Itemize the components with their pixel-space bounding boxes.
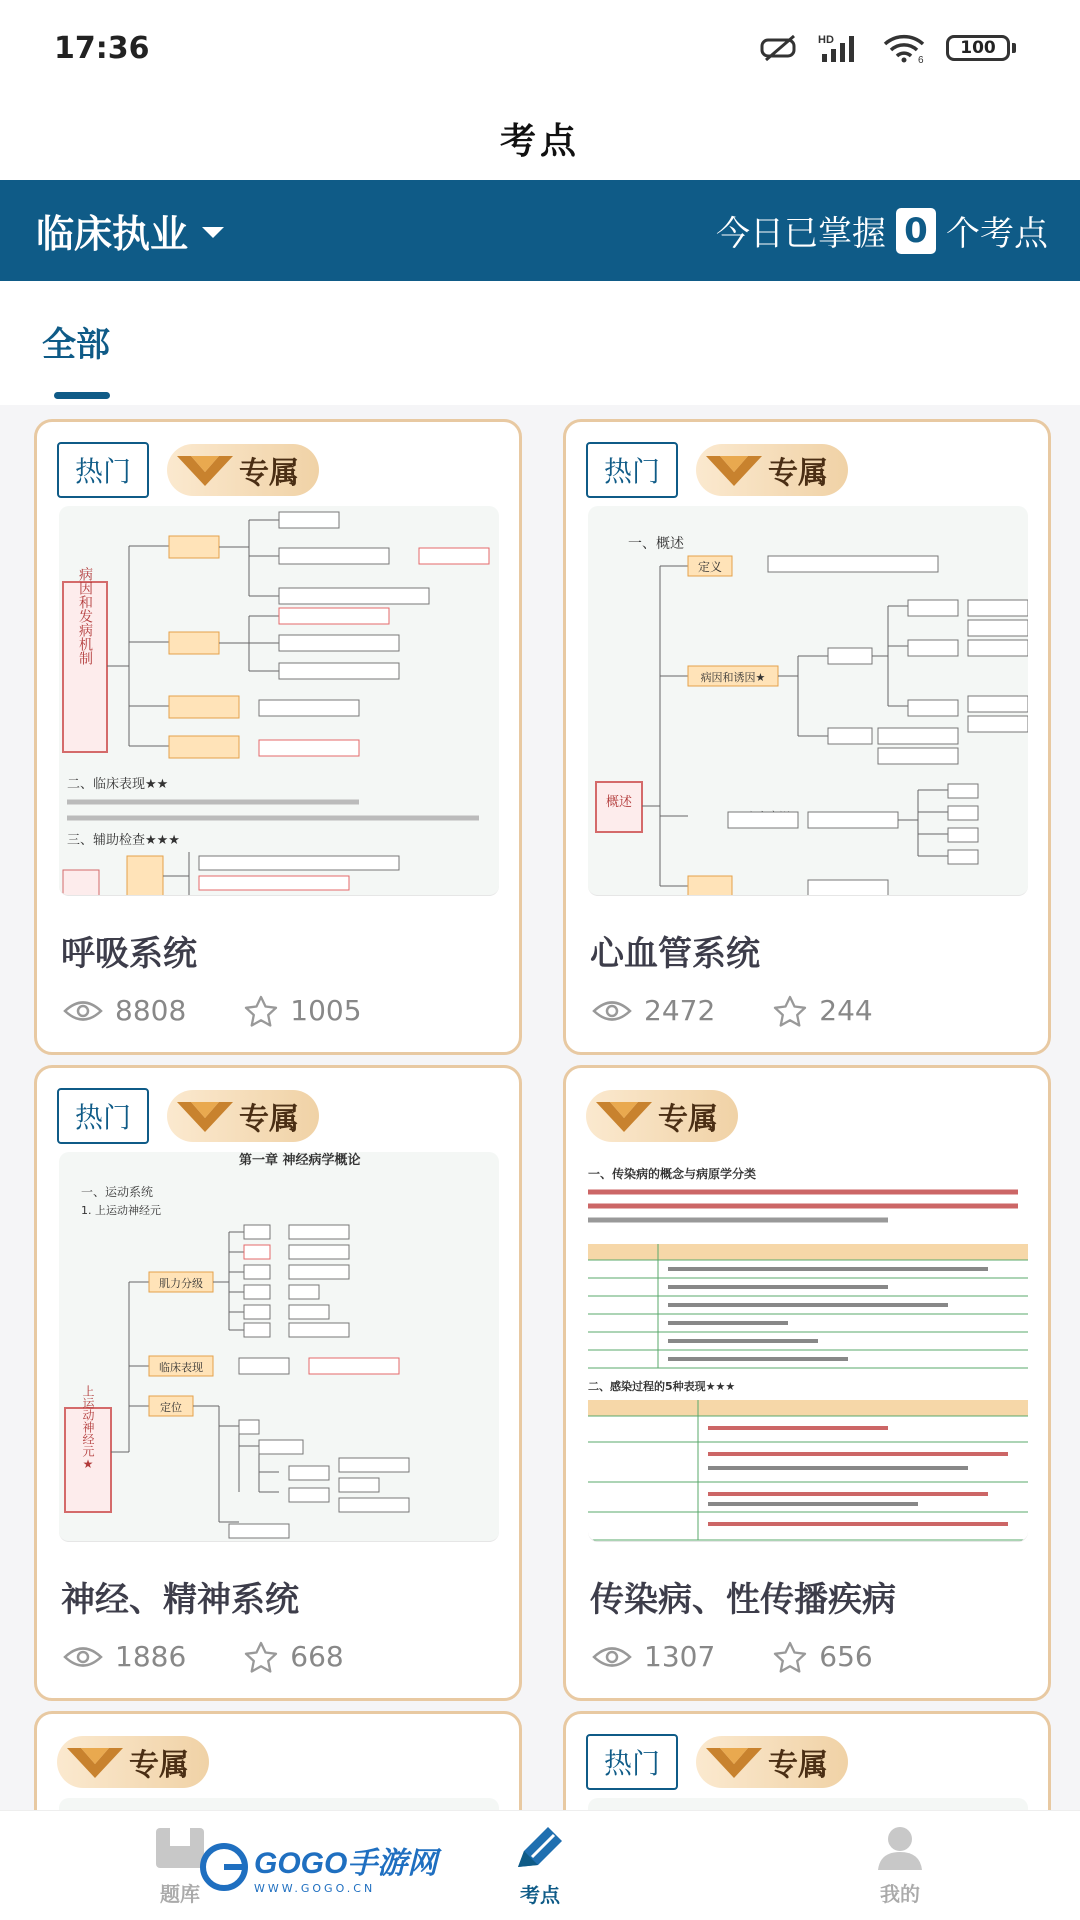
- topic-card-6[interactable]: [563, 1711, 1051, 1810]
- view-count: 1886: [63, 1640, 186, 1673]
- hot-tag: 热门: [586, 1734, 678, 1790]
- eye-icon: [592, 1644, 632, 1670]
- hot-tag: 热门: [57, 442, 149, 498]
- vip-v-icon: [704, 1742, 764, 1782]
- eye-icon: [592, 998, 632, 1024]
- svg-text:肌力分级: 肌力分级: [159, 1277, 203, 1290]
- card-badges: [57, 1084, 319, 1148]
- view-count: 2472: [592, 994, 715, 1027]
- topic-card-5[interactable]: [34, 1711, 522, 1810]
- hot-tag: 热门: [586, 442, 678, 498]
- vip-v-icon: [175, 1096, 235, 1136]
- card-title: 心血管系统: [590, 934, 760, 974]
- star-icon: [244, 995, 278, 1027]
- svg-text:病因和诱因★: 病因和诱因★: [700, 671, 766, 684]
- favorite-count[interactable]: 668: [244, 1640, 343, 1673]
- vip-v-icon: [704, 450, 764, 490]
- topic-grid: [0, 405, 1080, 1810]
- nav-profile[interactable]: 我的: [720, 1811, 1080, 1920]
- gogo-logo-icon: [200, 1843, 248, 1891]
- eye-icon: [63, 1644, 103, 1670]
- status-icons: [760, 32, 1016, 64]
- vip-tag: 专属: [57, 1736, 209, 1788]
- vip-v-icon: [65, 1742, 125, 1782]
- favorite-count[interactable]: 244: [773, 994, 872, 1027]
- svg-text:1. 上运动神经元: 1. 上运动神经元: [81, 1204, 161, 1217]
- star-icon: [773, 995, 807, 1027]
- battery-level: 100: [946, 35, 1010, 61]
- mindmap-thumbnail: [59, 1798, 499, 1810]
- topic-card-neuro-psych[interactable]: [34, 1065, 522, 1701]
- vip-v-icon: [175, 450, 235, 490]
- card-title: 神经、精神系统: [61, 1580, 299, 1620]
- mastered-suffix: 个考点: [946, 214, 1048, 254]
- card-badges: [57, 438, 319, 502]
- mastered-count: 0: [896, 208, 936, 254]
- bottom-nav: [0, 1810, 1080, 1920]
- battery-icon: [946, 35, 1016, 61]
- card-badges: [586, 1730, 848, 1794]
- vip-tag: 专属: [167, 444, 319, 496]
- nav-question-bank[interactable]: 题库: [0, 1811, 360, 1920]
- card-badges: [586, 1084, 738, 1148]
- svg-text:三、辅助检查★★★: 三、辅助检查★★★: [67, 833, 180, 848]
- mute-vibrate-icon: [760, 32, 800, 64]
- topic-card-respiratory[interactable]: [34, 419, 522, 1055]
- svg-text:二、临床表现★★: 二、临床表现★★: [67, 777, 169, 792]
- svg-text:概述: 概述: [605, 795, 633, 810]
- card-stats: [592, 994, 873, 1027]
- watermark-logo: GOGO手游网 WWW.GOGO.CN: [200, 1838, 437, 1895]
- svg-text:6: 6: [918, 55, 924, 64]
- svg-text:定义: 定义: [697, 560, 723, 574]
- hot-tag: 热门: [57, 1088, 149, 1144]
- mastered-summary: [716, 206, 1048, 255]
- card-title: 传染病、性传播疾病: [590, 1580, 896, 1620]
- status-time: 17:36: [54, 30, 150, 66]
- exam-bar: [0, 180, 1080, 281]
- card-stats: [592, 1640, 873, 1673]
- mastered-prefix: 今日已掌握: [716, 214, 886, 254]
- vip-tag: 专属: [167, 1090, 319, 1142]
- topic-card-infectious[interactable]: [563, 1065, 1051, 1701]
- star-icon: [244, 1641, 278, 1673]
- star-icon: [773, 1641, 807, 1673]
- pen-icon: [510, 1823, 570, 1873]
- wifi-icon: [882, 32, 928, 64]
- svg-text:第一章 神经病学概论: 第一章 神经病学概论: [239, 1153, 361, 1168]
- view-count: 1307: [592, 1640, 715, 1673]
- card-title: 呼吸系统: [61, 934, 197, 974]
- topic-card-cardiovascular[interactable]: [563, 419, 1051, 1055]
- card-badges: [57, 1730, 209, 1794]
- page-title: 考点: [499, 119, 580, 162]
- svg-text:二、感染过程的5种表现★★★: 二、感染过程的5种表现★★★: [588, 1380, 736, 1393]
- svg-text:临床表现: 临床表现: [159, 1361, 203, 1374]
- card-badges: [586, 438, 848, 502]
- svg-text:一、传染病的概念与病原学分类: 一、传染病的概念与病原学分类: [588, 1167, 757, 1181]
- tab-all[interactable]: 全部: [42, 325, 110, 365]
- svg-text:病因和发病机制: 病因和发病机制: [77, 567, 93, 665]
- exam-name: 临床执业: [36, 212, 189, 256]
- vip-tag: 专属: [696, 444, 848, 496]
- vip-v-icon: [594, 1096, 654, 1136]
- svg-text:HD: HD: [818, 34, 834, 46]
- mindmap-thumbnail: [59, 506, 499, 896]
- status-bar: [0, 0, 1080, 96]
- caret-down-icon: [202, 227, 224, 238]
- document-thumbnail: [588, 1152, 1028, 1542]
- favorite-count[interactable]: 1005: [244, 994, 361, 1027]
- mindmap-thumbnail: [588, 506, 1028, 896]
- user-icon: [872, 1824, 928, 1872]
- eye-icon: [63, 998, 103, 1024]
- mindmap-thumbnail: [588, 1798, 1028, 1810]
- exam-selector[interactable]: [36, 203, 224, 258]
- svg-text:上运动神经元★: 上运动神经元★: [81, 1385, 95, 1471]
- vip-tag: 专属: [586, 1090, 738, 1142]
- svg-text:一、运动系统: 一、运动系统: [81, 1185, 154, 1199]
- favorite-count[interactable]: 656: [773, 1640, 872, 1673]
- card-stats: [63, 994, 362, 1027]
- svg-text:一、概述: 一、概述: [628, 536, 684, 552]
- vip-tag: 专属: [696, 1736, 848, 1788]
- nav-key-points[interactable]: 考点: [360, 1811, 720, 1920]
- tab-bar: [0, 281, 1080, 405]
- svg-text:定位: 定位: [160, 1401, 182, 1414]
- mindmap-thumbnail: [59, 1152, 499, 1542]
- card-stats: [63, 1640, 344, 1673]
- tab-active-indicator: [54, 392, 110, 399]
- title-bar: [0, 96, 1080, 180]
- signal-icon: [818, 32, 864, 64]
- view-count: 8808: [63, 994, 186, 1027]
